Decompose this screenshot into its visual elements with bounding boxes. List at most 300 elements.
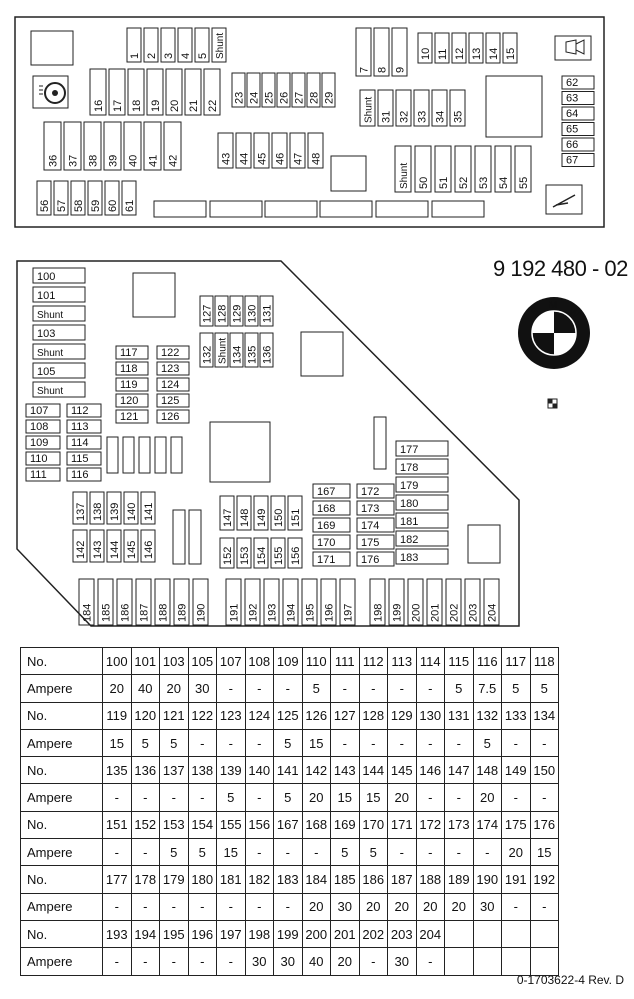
fuse-slot	[124, 492, 138, 524]
fuse-label: 194	[285, 603, 298, 622]
table-row-ampere	[21, 839, 559, 866]
fuse-slot	[414, 90, 429, 126]
fuse-slot	[307, 73, 321, 107]
fuse-label: 148	[239, 508, 251, 527]
ampere-cell: -	[388, 839, 417, 866]
fuse-label: 127	[201, 304, 214, 323]
fuse-label: 152	[222, 546, 234, 565]
fuse-slot	[144, 122, 161, 170]
fuse-slot	[193, 579, 208, 625]
ampere-cell: 5	[445, 675, 474, 702]
ampere-cell: 5	[530, 675, 559, 702]
fuse-group-198-204	[370, 579, 499, 625]
ampere-cell: 15	[331, 784, 360, 811]
ampere-cell: 5	[473, 729, 502, 756]
fuse-label: 109	[30, 437, 49, 449]
fuse-label: 155	[273, 546, 285, 565]
fuse-slot	[469, 33, 483, 63]
fuse-group-127-131	[200, 296, 274, 326]
fuse-number-cell: 201	[331, 920, 360, 947]
fuse-group-184-190	[79, 579, 208, 625]
fuse-group-142-146	[73, 530, 155, 562]
fuse-number-cell: 138	[188, 757, 217, 784]
fuse-label: 22	[207, 99, 219, 112]
fuse-label: 41	[147, 154, 160, 167]
row-header: No.	[21, 757, 103, 784]
fuse-slot	[396, 477, 448, 492]
table-row-ampere	[21, 948, 559, 975]
fuse-number-cell: 176	[530, 811, 559, 838]
fuse-slot	[389, 579, 404, 625]
ampere-cell: 5	[160, 729, 189, 756]
fuse-slot	[495, 146, 511, 192]
fuse-number-cell	[502, 920, 531, 947]
ampere-cell: 5	[131, 729, 160, 756]
fuse-number-cell: 140	[245, 757, 274, 784]
fuse-slot	[435, 33, 449, 63]
table-row-number	[21, 757, 559, 784]
ampere-cell: -	[388, 675, 417, 702]
fuse-slot	[313, 501, 350, 515]
ampere-cell: 20	[103, 675, 132, 702]
ampere-cell: 20	[331, 948, 360, 975]
fuse-number-cell: 118	[530, 648, 559, 675]
fuse-number-cell: 131	[445, 702, 474, 729]
fuse-number-cell: 127	[331, 702, 360, 729]
fuse-label: 58	[73, 199, 85, 212]
fuse-number-cell: 194	[131, 920, 160, 947]
fuse-number-cell: 126	[302, 702, 331, 729]
fuse-slot	[33, 325, 85, 340]
fuse-number-cell: 203	[388, 920, 417, 947]
fuse-slot	[220, 538, 234, 568]
horn-icon	[555, 36, 591, 60]
ampere-cell: -	[416, 729, 445, 756]
fuse-label: 141	[143, 502, 155, 521]
ampere-cell: 5	[331, 839, 360, 866]
fuse-slot	[283, 579, 298, 625]
fuse-number-cell: 180	[188, 866, 217, 893]
fuse-number-cell: 122	[188, 702, 217, 729]
fuse-label: 43	[220, 152, 233, 165]
ampere-cell: 15	[103, 729, 132, 756]
fuse-number-cell: 187	[388, 866, 417, 893]
fuse-label: 50	[418, 176, 430, 189]
fuse-number-cell: 189	[445, 866, 474, 893]
fuse-number-cell: 181	[217, 866, 246, 893]
fuse-slot	[237, 538, 251, 568]
fuse-label: 29	[323, 91, 336, 104]
ampere-cell: -	[188, 948, 217, 975]
ampere-cell: 30	[188, 675, 217, 702]
row-header: Ampere	[21, 784, 103, 811]
fuse-label: 9	[394, 66, 407, 73]
fuse-slot	[356, 28, 371, 76]
ampere-cell: 30	[388, 948, 417, 975]
fuse-label: 120	[120, 395, 139, 407]
fuse-label: 60	[107, 199, 119, 212]
ampere-cell: 20	[302, 893, 331, 920]
fuse-label: 7	[358, 66, 371, 73]
fuse-group-1-5	[127, 28, 226, 62]
ampere-cell: -	[331, 675, 360, 702]
fuse-label: 48	[310, 152, 323, 165]
ampere-cell: 5	[160, 839, 189, 866]
ampere-cell: -	[331, 729, 360, 756]
fuse-label: 125	[161, 395, 180, 407]
table-row-ampere	[21, 784, 559, 811]
fuse-label: 186	[119, 603, 132, 622]
fuse-label: 67	[566, 154, 579, 167]
fuse-label: 66	[566, 139, 579, 151]
fuse-slot	[396, 495, 448, 510]
fuse-label: 196	[323, 603, 336, 622]
fuse-label: 27	[293, 91, 306, 104]
blank-fuse-slots	[107, 437, 182, 473]
row-header: No.	[21, 648, 103, 675]
fuse-label: 128	[216, 304, 229, 323]
ampere-cell: -	[416, 839, 445, 866]
fuse-label: 8	[376, 66, 389, 73]
fuse-label: 62	[566, 77, 579, 89]
ampere-cell: 5	[502, 675, 531, 702]
fuse-label: 103	[37, 328, 56, 340]
fuse-slot	[260, 296, 274, 326]
ampere-cell: -	[245, 839, 274, 866]
fuse-label: 105	[37, 366, 56, 378]
fuse-label: 136	[261, 345, 274, 364]
fuse-slot	[230, 333, 244, 367]
fuse-slot	[157, 346, 189, 359]
fuse-label: 140	[126, 502, 138, 521]
fuse-group-23-29	[232, 73, 336, 107]
fuse-group-36-42	[44, 122, 181, 170]
fuse-slot	[157, 410, 189, 423]
ampere-cell: 30	[473, 893, 502, 920]
fuse-number-cell: 142	[302, 757, 331, 784]
fuse-label: 100	[37, 271, 56, 283]
ampere-cell: -	[103, 784, 132, 811]
fuse-slot	[260, 333, 274, 367]
fuse-number-cell: 185	[331, 866, 360, 893]
bmw-logo	[518, 297, 590, 369]
ampere-cell: -	[416, 948, 445, 975]
fuse-number-cell: 196	[188, 920, 217, 947]
ampere-cell	[445, 948, 474, 975]
ampere-cell: 20	[388, 893, 417, 920]
part-number: 9 192 480 - 02	[493, 256, 628, 281]
fuse-number-cell: 137	[160, 757, 189, 784]
fuse-label: 57	[56, 199, 68, 212]
fuse-slot	[236, 133, 251, 168]
fuse-slot	[245, 579, 260, 625]
fuse-slot	[392, 28, 407, 76]
fuse-slot	[360, 90, 375, 126]
fuse-number-cell: 200	[302, 920, 331, 947]
fuse-number-cell: 120	[131, 702, 160, 729]
fuse-number-cell: 105	[188, 648, 217, 675]
ampere-cell: 7.5	[473, 675, 502, 702]
ampere-cell: -	[502, 729, 531, 756]
fuse-label: 193	[266, 603, 279, 622]
ampere-cell: -	[160, 948, 189, 975]
ampere-cell: -	[445, 784, 474, 811]
fuse-slot	[475, 146, 491, 192]
ampere-cell: 15	[217, 839, 246, 866]
fuse-slot	[26, 404, 60, 417]
fuse-label: 142	[75, 540, 87, 559]
fuse-label: Shunt	[363, 96, 375, 123]
fuse-slot	[155, 579, 170, 625]
ampere-cell: -	[359, 675, 388, 702]
fuse-group-10-15	[418, 33, 517, 63]
fuse-slot	[277, 73, 291, 107]
ampere-cell: -	[473, 839, 502, 866]
fuse-number-cell: 139	[217, 757, 246, 784]
fuse-group-49-55	[395, 146, 531, 192]
fuse-label: 117	[120, 347, 138, 359]
fuse-label: 176	[361, 554, 380, 566]
fuse-slot	[432, 90, 447, 126]
fuse-number-cell: 155	[217, 811, 246, 838]
fuse-slot	[245, 296, 259, 326]
fuse-label: 156	[290, 546, 302, 565]
fuse-slot	[73, 492, 87, 524]
fuse-number-cell: 204	[416, 920, 445, 947]
fuse-number-cell: 199	[274, 920, 303, 947]
small-square-marker-icon	[548, 399, 557, 408]
fuse-label: 185	[100, 603, 113, 622]
fuse-slot	[26, 436, 60, 449]
fuse-label: Shunt	[399, 162, 410, 189]
fuse-slot	[313, 535, 350, 549]
table-row-number	[21, 648, 559, 675]
fuse-slot	[396, 459, 448, 474]
fuse-label: 64	[566, 108, 579, 120]
relay-socket	[331, 156, 366, 191]
fuse-label: 35	[452, 110, 465, 123]
fuse-slot	[264, 579, 279, 625]
fuse-label: 145	[126, 540, 138, 559]
fuse-label: 200	[410, 603, 423, 622]
fuse-slot	[562, 107, 594, 120]
fuse-number-cell: 177	[103, 866, 132, 893]
row-header: No.	[21, 920, 103, 947]
fuse-slot	[452, 33, 466, 63]
ampere-cell: -	[274, 675, 303, 702]
fuse-number-cell: 109	[274, 648, 303, 675]
fuse-label: 20	[169, 99, 181, 112]
fuse-label: 42	[167, 154, 180, 167]
fuse-slot	[435, 146, 451, 192]
ampere-cell: -	[530, 784, 559, 811]
fuse-number-cell: 183	[274, 866, 303, 893]
fuse-number-cell: 173	[445, 811, 474, 838]
fuse-slot	[465, 579, 480, 625]
fuse-group-137-141	[73, 492, 155, 524]
ampere-cell	[502, 948, 531, 975]
fuse-slot	[67, 420, 101, 433]
ampere-cell: -	[131, 839, 160, 866]
fuse-number-cell: 113	[388, 648, 417, 675]
fuse-label: 135	[246, 345, 259, 364]
fuse-slot	[33, 344, 85, 359]
fuse-label: 2	[146, 52, 158, 59]
ampere-cell: -	[217, 675, 246, 702]
fuse-number-cell: 145	[388, 757, 417, 784]
ampere-cell: -	[131, 784, 160, 811]
fuse-slot	[302, 579, 317, 625]
fuse-group-167-171	[313, 484, 350, 566]
fuse-slot	[562, 76, 594, 89]
fuse-number-cell: 171	[388, 811, 417, 838]
fuse-number-cell: 178	[131, 866, 160, 893]
fuse-slot	[226, 579, 241, 625]
fuse-slot	[26, 452, 60, 465]
fuse-label: 177	[400, 444, 419, 456]
fuse-number-cell: 114	[416, 648, 445, 675]
ampere-cell: -	[502, 893, 531, 920]
fuse-label: 40	[127, 154, 140, 167]
fuse-group-147-151	[220, 496, 302, 530]
fuse-number-cell: 150	[530, 757, 559, 784]
ampere-cell: -	[359, 948, 388, 975]
fuse-slot	[174, 579, 189, 625]
fuse-label: 12	[454, 47, 466, 60]
fuse-number-cell: 136	[131, 757, 160, 784]
fuse-group-56-61	[37, 181, 136, 215]
fuse-label: 38	[87, 154, 100, 167]
ampere-cell: 20	[302, 784, 331, 811]
ampere-cell: 5	[217, 784, 246, 811]
fuse-slot	[107, 530, 121, 562]
fuse-slot	[37, 181, 51, 215]
fuse-slot	[232, 73, 246, 107]
fuse-slot	[321, 579, 336, 625]
fuse-label: 124	[161, 379, 180, 391]
fuse-number-cell: 141	[274, 757, 303, 784]
fuse-label: Shunt	[217, 337, 229, 364]
fuse-number-cell: 144	[359, 757, 388, 784]
fuse-number-cell	[445, 920, 474, 947]
fuse-slot	[247, 73, 261, 107]
fuse-label: 147	[222, 508, 234, 527]
fuse-slot	[486, 33, 500, 63]
fuse-label: 183	[400, 552, 419, 564]
fuse-number-cell: 188	[416, 866, 445, 893]
ampere-cell: -	[131, 948, 160, 975]
fuse-label: 53	[478, 176, 490, 189]
fuse-label: 119	[120, 379, 138, 391]
fuse-slot	[157, 394, 189, 407]
fuse-slot	[141, 492, 155, 524]
fuse-label: 11	[437, 48, 449, 60]
fuse-slot	[104, 122, 121, 170]
fuse-number-cell: 186	[359, 866, 388, 893]
fuse-group-152-156	[220, 538, 302, 568]
fuse-slot	[33, 268, 85, 283]
fuse-slot	[67, 468, 101, 481]
fuse-label: 153	[239, 546, 251, 565]
fuse-label: 45	[256, 152, 269, 165]
fuse-slot	[73, 530, 87, 562]
fuse-number-cell: 191	[502, 866, 531, 893]
fuse-slot	[262, 73, 276, 107]
fuse-label: 171	[317, 554, 336, 566]
fuse-number-cell: 190	[473, 866, 502, 893]
fuse-number-cell: 135	[103, 757, 132, 784]
fuse-slot	[271, 496, 285, 530]
fuse-slot	[308, 133, 323, 168]
fuse-label: 202	[448, 603, 461, 622]
fuse-number-cell: 168	[302, 811, 331, 838]
fuse-slot	[271, 538, 285, 568]
table-row-number	[21, 866, 559, 893]
ampere-cell: -	[188, 893, 217, 920]
fuse-slot	[418, 33, 432, 63]
svg-text:B: B	[529, 305, 542, 319]
ampere-cell: 20	[502, 839, 531, 866]
fuse-slot	[105, 181, 119, 215]
fuse-slot	[166, 69, 182, 115]
fuse-number-cell: 170	[359, 811, 388, 838]
fuse-slot	[54, 181, 68, 215]
fuse-label: 122	[161, 347, 180, 359]
fuse-label: 114	[71, 437, 89, 449]
fuse-slot	[503, 33, 517, 63]
ampere-cell: -	[217, 893, 246, 920]
fuse-slot	[64, 122, 81, 170]
fuse-label: 118	[120, 363, 138, 375]
fuse-label: 3	[163, 52, 175, 59]
fuse-slot	[44, 122, 61, 170]
fuse-slot	[415, 146, 431, 192]
fuse-slot	[116, 346, 148, 359]
fuse-slot	[79, 579, 94, 625]
wiper-icon	[546, 185, 582, 214]
ampere-cell: -	[445, 839, 474, 866]
fuse-slot	[396, 90, 411, 126]
fuse-label: 19	[150, 99, 162, 112]
fuse-slot	[484, 579, 499, 625]
fuse-label: 134	[231, 345, 244, 364]
table-row-number	[21, 702, 559, 729]
fuse-slot	[357, 535, 394, 549]
fuse-slot	[67, 404, 101, 417]
fuse-label: 32	[398, 110, 411, 123]
fuse-slot	[288, 496, 302, 530]
fuse-number-cell: 115	[445, 648, 474, 675]
fuse-number-cell: 119	[103, 702, 132, 729]
svg-text:M: M	[549, 300, 558, 311]
fuse-label: 201	[429, 603, 442, 622]
fuse-number-cell: 133	[502, 702, 531, 729]
fuse-label: 138	[92, 502, 104, 521]
fuse-label: 173	[361, 503, 380, 515]
fuse-number-cell: 112	[359, 648, 388, 675]
fuse-number-cell: 174	[473, 811, 502, 838]
connector-slots	[154, 201, 484, 217]
fuse-label: 1	[129, 52, 141, 59]
fuse-slot	[313, 552, 350, 566]
ampere-cell: -	[245, 784, 274, 811]
fuse-slot	[272, 133, 287, 168]
fuse-slot	[396, 549, 448, 564]
fuse-label: 59	[90, 199, 102, 212]
fuse-label: 188	[157, 603, 170, 622]
fuse-slot	[84, 122, 101, 170]
fuse-slot	[107, 492, 121, 524]
